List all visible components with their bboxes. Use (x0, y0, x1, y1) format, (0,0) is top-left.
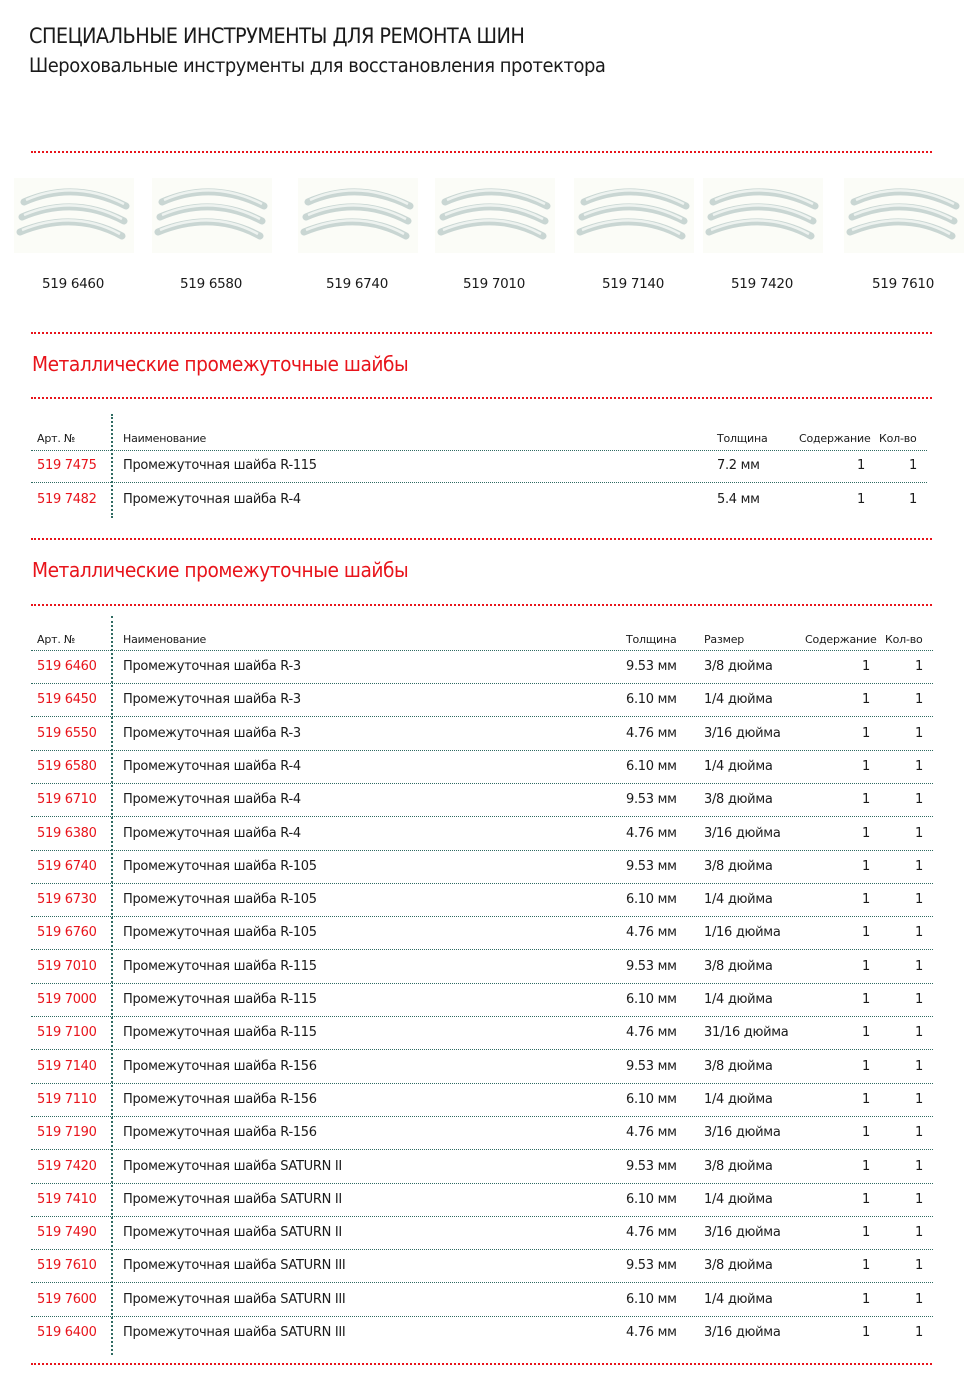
item-content: 1 (862, 825, 870, 841)
article-number: 519 6380 (37, 825, 97, 841)
item-thickness: 4.76 мм (626, 1125, 677, 1141)
item-thickness: 6.10 мм (626, 692, 677, 708)
item-content: 1 (862, 925, 870, 941)
table-row (31, 759, 933, 792)
table-row (31, 892, 933, 925)
gallery-item (568, 170, 698, 300)
item-qty: 1 (915, 858, 923, 874)
column-header-name: Наименование (123, 432, 207, 445)
row-divider (31, 916, 933, 917)
row-divider (31, 716, 933, 717)
row-divider (31, 1282, 933, 1283)
item-name: Промежуточная шайба SATURN II (123, 1225, 342, 1241)
item-name: Промежуточная шайба R-105 (123, 858, 317, 874)
item-qty: 1 (915, 1291, 923, 1307)
item-size: 3/8 дюйма (704, 1158, 773, 1174)
article-number: 519 7110 (37, 1091, 97, 1107)
table-row (31, 1292, 933, 1325)
item-thickness: 9.53 мм (626, 958, 677, 974)
table-row (31, 1092, 933, 1125)
item-content: 1 (862, 1025, 870, 1041)
article-number: 519 6550 (37, 725, 97, 741)
item-thickness: 9.53 мм (626, 1058, 677, 1074)
table-row (31, 492, 927, 525)
item-content: 1 (862, 1325, 870, 1340)
item-name: Промежуточная шайба SATURN II (123, 1158, 342, 1174)
item-name: Промежуточная шайба R-4 (123, 825, 301, 841)
item-size: 1/16 дюйма (704, 925, 781, 941)
article-number: 519 6710 (37, 792, 97, 808)
table-row (31, 859, 933, 892)
item-thickness: 9.53 мм (626, 1258, 677, 1274)
item-size: 1/4 дюйма (704, 1191, 773, 1207)
row-divider (31, 1049, 933, 1050)
section-title-2: Металлические промежуточные шайбы (32, 558, 409, 582)
item-size: 1/4 дюйма (704, 692, 773, 708)
item-size: 3/16 дюйма (704, 825, 781, 841)
spacer-blade-image (703, 178, 823, 253)
column-header-name: Наименование (123, 633, 207, 646)
article-number: 519 6400 (37, 1325, 97, 1340)
gallery-item-code: 519 7140 (601, 276, 664, 292)
item-thickness: 5.4 мм (717, 492, 760, 507)
spacer-blade-image (435, 178, 555, 253)
item-content: 1 (862, 1291, 870, 1307)
row-divider (31, 949, 933, 950)
row-divider (31, 750, 933, 751)
item-thickness: 6.10 мм (626, 992, 677, 1007)
product-gallery (0, 170, 965, 300)
gallery-item-code: 519 6580 (179, 276, 242, 292)
item-thickness: 7.2 мм (717, 458, 760, 473)
item-name: Промежуточная шайба R-115 (123, 1025, 317, 1041)
spacer-blade-image (298, 178, 418, 253)
article-number: 519 6760 (37, 925, 97, 941)
section-divider (31, 332, 932, 334)
item-content: 1 (862, 858, 870, 874)
item-size: 1/4 дюйма (704, 1091, 773, 1107)
item-thickness: 9.53 мм (626, 792, 677, 808)
item-size: 3/8 дюйма (704, 858, 773, 874)
item-size: 3/8 дюйма (704, 1058, 773, 1074)
table-row (31, 458, 927, 491)
table-row (31, 1159, 933, 1192)
item-thickness: 4.76 мм (626, 725, 677, 741)
row-divider (31, 1083, 933, 1084)
table-row (31, 792, 933, 825)
column-header-size: Размер (704, 633, 745, 646)
gallery-item-code: 519 7420 (730, 276, 793, 292)
item-size: 3/16 дюйма (704, 1325, 781, 1340)
column-header-qty: Кол-во (879, 432, 917, 445)
item-content: 1 (862, 792, 870, 808)
item-qty: 1 (915, 1258, 923, 1274)
item-qty: 1 (915, 792, 923, 808)
item-thickness: 9.53 мм (626, 858, 677, 874)
item-name: Промежуточная шайба R-3 (123, 692, 301, 708)
item-content: 1 (862, 892, 870, 908)
row-divider (31, 850, 933, 851)
row-divider (31, 1116, 933, 1117)
row-divider (31, 783, 933, 784)
table-header (31, 432, 927, 452)
table-row (31, 1125, 933, 1158)
article-number: 519 7610 (37, 1258, 97, 1274)
section-divider (31, 397, 932, 399)
column-header-qty: Кол-во (885, 633, 923, 646)
table-row (31, 692, 933, 725)
row-divider (31, 983, 933, 984)
gallery-item (292, 170, 422, 300)
item-thickness: 6.10 мм (626, 758, 677, 774)
item-size: 31/16 дюйма (704, 1025, 789, 1041)
row-divider (31, 650, 933, 651)
item-thickness: 9.53 мм (626, 659, 677, 674)
item-name: Промежуточная шайба R-4 (123, 492, 301, 507)
article-number: 519 7482 (37, 492, 97, 507)
item-size: 3/8 дюйма (704, 659, 773, 674)
item-qty: 1 (915, 1058, 923, 1074)
row-divider (31, 1183, 933, 1184)
item-size: 1/4 дюйма (704, 992, 773, 1007)
item-name: Промежуточная шайба SATURN III (123, 1258, 346, 1274)
item-name: Промежуточная шайба SATURN III (123, 1291, 346, 1307)
article-number: 519 7600 (37, 1291, 97, 1307)
row-divider (31, 1149, 933, 1150)
table-row (31, 1025, 933, 1058)
row-divider (31, 816, 933, 817)
gallery-item-code: 519 7010 (462, 276, 525, 292)
item-content: 1 (862, 958, 870, 974)
item-content: 1 (862, 992, 870, 1007)
item-thickness: 6.10 мм (626, 1291, 677, 1307)
item-qty: 1 (915, 1091, 923, 1107)
item-thickness: 6.10 мм (626, 892, 677, 908)
item-qty: 1 (909, 458, 917, 473)
item-name: Промежуточная шайба R-3 (123, 659, 301, 674)
column-header-thickness: Толщина (717, 432, 768, 445)
gallery-item (838, 170, 965, 300)
item-qty: 1 (915, 1325, 923, 1340)
row-divider (31, 883, 933, 884)
article-number: 519 7420 (37, 1158, 97, 1174)
article-number: 519 6740 (37, 858, 97, 874)
item-size: 1/4 дюйма (704, 758, 773, 774)
row-divider (31, 683, 933, 684)
item-thickness: 9.53 мм (626, 1158, 677, 1174)
gallery-item (8, 170, 138, 300)
item-thickness: 4.76 мм (626, 1225, 677, 1241)
item-qty: 1 (915, 692, 923, 708)
item-name: Промежуточная шайба R-156 (123, 1091, 317, 1107)
item-qty: 1 (909, 492, 917, 507)
article-number: 519 7140 (37, 1058, 97, 1074)
table-row (31, 1059, 933, 1092)
row-divider (31, 1016, 933, 1017)
item-size: 3/8 дюйма (704, 1258, 773, 1274)
item-name: Промежуточная шайба R-3 (123, 725, 301, 741)
item-name: Промежуточная шайба R-115 (123, 958, 317, 974)
item-content: 1 (857, 458, 865, 473)
item-qty: 1 (915, 958, 923, 974)
table-row (31, 925, 933, 958)
table-row (31, 1258, 933, 1291)
column-header-content: Содержание (805, 633, 877, 646)
item-name: Промежуточная шайба R-156 (123, 1125, 317, 1141)
item-name: Промежуточная шайба R-105 (123, 925, 317, 941)
column-header-thickness: Толщина (626, 633, 677, 646)
gallery-item-code: 519 6740 (325, 276, 388, 292)
table-row (31, 826, 933, 859)
item-name: Промежуточная шайба R-4 (123, 792, 301, 808)
item-content: 1 (862, 1091, 870, 1107)
item-qty: 1 (915, 1191, 923, 1207)
item-qty: 1 (915, 725, 923, 741)
table-row (31, 1192, 933, 1225)
gallery-item (697, 170, 827, 300)
item-name: Промежуточная шайба R-105 (123, 892, 317, 908)
article-number: 519 6450 (37, 692, 97, 708)
item-size: 3/8 дюйма (704, 792, 773, 808)
gallery-item-code: 519 6460 (41, 276, 104, 292)
table-row (31, 1225, 933, 1258)
article-number: 519 7010 (37, 958, 97, 974)
article-number: 519 7190 (37, 1125, 97, 1141)
article-number: 519 7475 (37, 458, 97, 473)
item-qty: 1 (915, 892, 923, 908)
article-number: 519 7000 (37, 992, 97, 1007)
item-size: 3/16 дюйма (704, 1225, 781, 1241)
article-number: 519 6730 (37, 892, 97, 908)
item-qty: 1 (915, 1025, 923, 1041)
item-content: 1 (862, 758, 870, 774)
spacer-blade-image (152, 178, 272, 253)
item-size: 1/4 дюйма (704, 892, 773, 908)
article-number: 519 6460 (37, 659, 97, 674)
row-divider (31, 1216, 933, 1217)
gallery-item (429, 170, 559, 300)
column-header-art: Арт. № (37, 633, 76, 646)
row-divider (31, 1316, 933, 1317)
item-content: 1 (862, 1158, 870, 1174)
item-content: 1 (862, 1225, 870, 1241)
item-qty: 1 (915, 659, 923, 674)
item-content: 1 (862, 1058, 870, 1074)
article-number: 519 7100 (37, 1025, 97, 1041)
item-name: Промежуточная шайба R-4 (123, 758, 301, 774)
item-name: Промежуточная шайба R-156 (123, 1058, 317, 1074)
row-divider (31, 482, 927, 483)
item-qty: 1 (915, 925, 923, 941)
page-title: СПЕЦИАЛЬНЫЕ ИНСТРУМЕНТЫ ДЛЯ РЕМОНТА ШИН (29, 24, 525, 48)
section-divider (31, 604, 932, 606)
row-divider (31, 450, 927, 451)
item-size: 3/8 дюйма (704, 958, 773, 974)
table-row (31, 659, 933, 692)
item-qty: 1 (915, 1125, 923, 1141)
item-content: 1 (862, 1191, 870, 1207)
item-content: 1 (857, 492, 865, 507)
section-divider (31, 538, 932, 540)
item-content: 1 (862, 1125, 870, 1141)
table-row (31, 1325, 933, 1358)
item-thickness: 4.76 мм (626, 1325, 677, 1340)
item-size: 3/16 дюйма (704, 725, 781, 741)
column-header-art: Арт. № (37, 432, 76, 445)
row-divider (31, 1249, 933, 1250)
spacer-blade-image (574, 178, 694, 253)
section-divider (31, 151, 932, 153)
item-name: Промежуточная шайба R-115 (123, 458, 317, 473)
column-header-content: Содержание (799, 432, 871, 445)
page-subtitle: Шероховальные инструменты для восстановления протектора (29, 54, 606, 77)
item-content: 1 (862, 659, 870, 674)
section-divider (31, 1363, 932, 1365)
item-qty: 1 (915, 1158, 923, 1174)
gallery-item-code: 519 7610 (871, 276, 934, 292)
section-title-1: Металлические промежуточные шайбы (32, 352, 409, 376)
item-name: Промежуточная шайба SATURN III (123, 1325, 346, 1340)
table-row (31, 992, 933, 1025)
item-thickness: 4.76 мм (626, 825, 677, 841)
item-qty: 1 (915, 825, 923, 841)
item-size: 1/4 дюйма (704, 1291, 773, 1307)
item-content: 1 (862, 692, 870, 708)
item-qty: 1 (915, 1225, 923, 1241)
article-number: 519 6580 (37, 758, 97, 774)
item-thickness: 6.10 мм (626, 1091, 677, 1107)
table-row (31, 726, 933, 759)
item-thickness: 4.76 мм (626, 925, 677, 941)
article-number: 519 7410 (37, 1191, 97, 1207)
item-qty: 1 (915, 758, 923, 774)
article-number: 519 7490 (37, 1225, 97, 1241)
item-qty: 1 (915, 992, 923, 1007)
item-content: 1 (862, 725, 870, 741)
item-name: Промежуточная шайба R-115 (123, 992, 317, 1007)
item-content: 1 (862, 1258, 870, 1274)
table-row (31, 959, 933, 992)
item-size: 3/16 дюйма (704, 1125, 781, 1141)
gallery-item (146, 170, 276, 300)
item-thickness: 4.76 мм (626, 1025, 677, 1041)
item-thickness: 6.10 мм (626, 1191, 677, 1207)
spacer-blade-image (14, 178, 134, 253)
item-name: Промежуточная шайба SATURN II (123, 1191, 342, 1207)
spacer-blade-image (844, 178, 964, 253)
